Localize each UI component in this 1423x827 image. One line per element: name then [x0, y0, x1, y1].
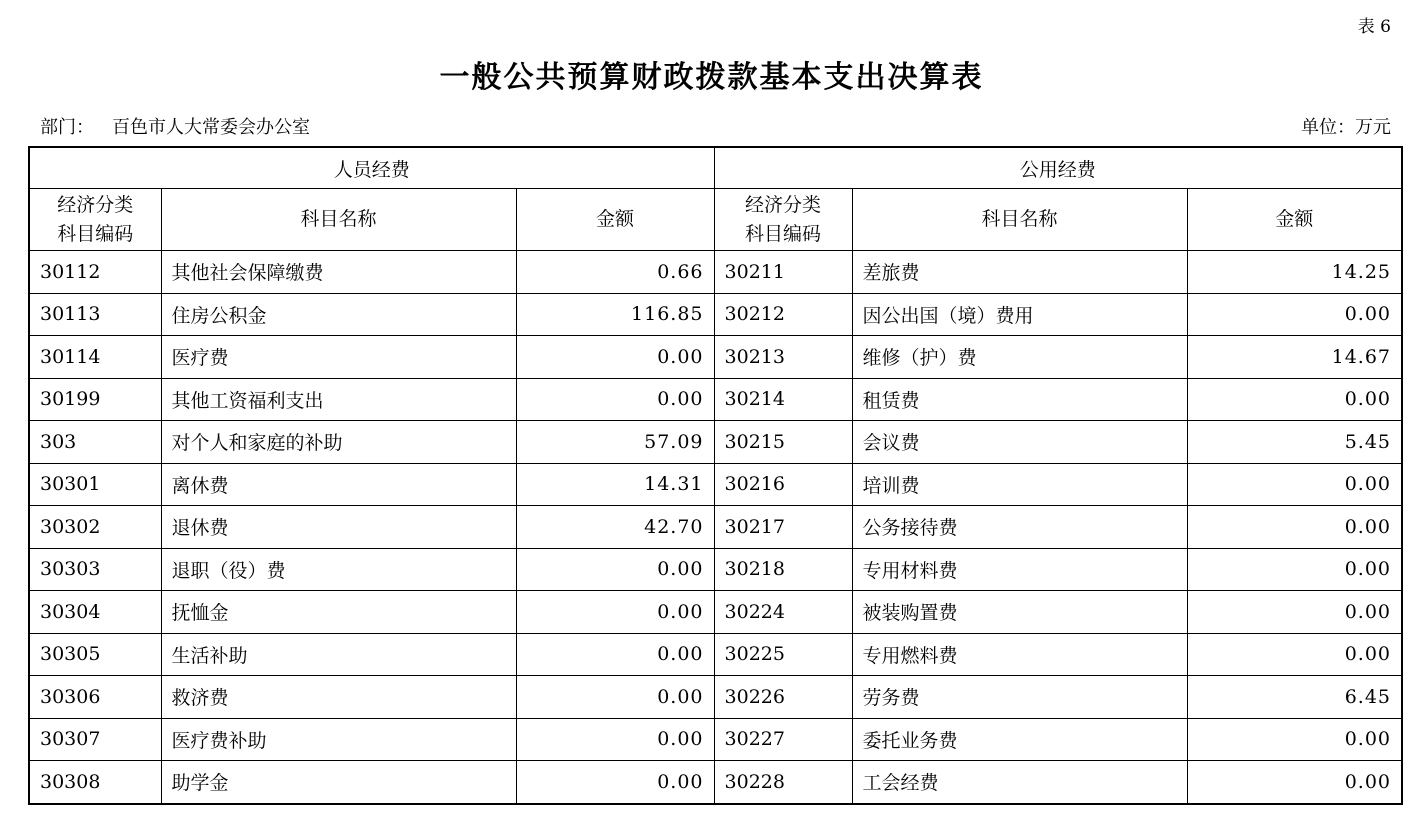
page-title: 一般公共预算财政拨款基本支出决算表 — [439, 60, 984, 95]
public-amount-cell: 14.67 — [1187, 336, 1402, 379]
personnel-amount-cell: 57.09 — [516, 421, 714, 464]
public-amount-cell: 0.00 — [1187, 718, 1402, 761]
personnel-code-cell: 303 — [29, 421, 161, 464]
personnel-amount-cell: 0.00 — [516, 633, 714, 676]
personnel-name-cell: 救济费 — [161, 676, 516, 719]
personnel-amount-cell: 42.70 — [516, 506, 714, 549]
personnel-amount-cell: 0.00 — [516, 336, 714, 379]
department-label: 部门： — [40, 117, 94, 138]
public-amount-cell: 0.00 — [1187, 378, 1402, 421]
personnel-code-cell: 30199 — [29, 378, 161, 421]
personnel-amount-cell: 0.00 — [516, 548, 714, 591]
public-code-cell: 30215 — [714, 421, 852, 464]
table-row — [29, 336, 1402, 379]
department-line — [40, 113, 310, 139]
table-row — [29, 591, 1402, 634]
code-header-line2: 科目编码 — [745, 222, 822, 245]
public-code-cell: 30226 — [714, 676, 852, 719]
table-row — [29, 506, 1402, 549]
column-header-name: 科目名称 — [852, 189, 1187, 251]
personnel-name-cell: 退休费 — [161, 506, 516, 549]
table-row — [29, 633, 1402, 676]
public-code-cell: 30213 — [714, 336, 852, 379]
group-header-row — [29, 147, 1402, 189]
personnel-name-cell: 离休费 — [161, 463, 516, 506]
public-amount-cell: 0.00 — [1187, 463, 1402, 506]
public-name-cell: 被装购置费 — [852, 591, 1187, 634]
personnel-amount-cell: 0.00 — [516, 718, 714, 761]
column-header-row — [29, 189, 1402, 251]
personnel-code-cell: 30112 — [29, 251, 161, 294]
table-row — [29, 718, 1402, 761]
personnel-name-cell: 抚恤金 — [161, 591, 516, 634]
public-amount-cell: 0.00 — [1187, 591, 1402, 634]
personnel-code-cell: 30301 — [29, 463, 161, 506]
code-header-line2: 科目编码 — [57, 222, 134, 245]
personnel-amount-cell: 0.66 — [516, 251, 714, 294]
public-code-cell: 30212 — [714, 293, 852, 336]
public-code-cell: 30218 — [714, 548, 852, 591]
budget-table — [28, 146, 1403, 805]
table-row — [29, 548, 1402, 591]
public-name-cell: 培训费 — [852, 463, 1187, 506]
personnel-name-cell: 生活补助 — [161, 633, 516, 676]
column-header-name: 科目名称 — [161, 189, 516, 251]
personnel-amount-cell: 0.00 — [516, 676, 714, 719]
personnel-code-cell: 30114 — [29, 336, 161, 379]
code-header-line1: 经济分类 — [57, 193, 134, 216]
personnel-name-cell: 医疗费补助 — [161, 718, 516, 761]
public-amount-cell: 0.00 — [1187, 633, 1402, 676]
public-amount-cell: 0.00 — [1187, 506, 1402, 549]
column-header-code — [29, 189, 161, 251]
personnel-code-cell: 30304 — [29, 591, 161, 634]
column-header-code — [714, 189, 852, 251]
unit-label: 单位：万元 — [1301, 117, 1391, 138]
public-name-cell: 公务接待费 — [852, 506, 1187, 549]
public-code-cell: 30225 — [714, 633, 852, 676]
personnel-name-cell: 退职（役）费 — [161, 548, 516, 591]
public-amount-cell: 0.00 — [1187, 293, 1402, 336]
personnel-code-cell: 30113 — [29, 293, 161, 336]
personnel-amount-cell: 14.31 — [516, 463, 714, 506]
public-name-cell: 因公出国（境）费用 — [852, 293, 1187, 336]
table-row — [29, 676, 1402, 719]
public-code-cell: 30227 — [714, 718, 852, 761]
personnel-name-cell: 其他工资福利支出 — [161, 378, 516, 421]
public-amount-cell: 14.25 — [1187, 251, 1402, 294]
public-name-cell: 维修（护）费 — [852, 336, 1187, 379]
public-code-cell: 30211 — [714, 251, 852, 294]
personnel-amount-cell: 0.00 — [516, 378, 714, 421]
personnel-amount-cell: 0.00 — [516, 591, 714, 634]
public-amount-cell: 6.45 — [1187, 676, 1402, 719]
personnel-code-cell: 30303 — [29, 548, 161, 591]
public-code-cell: 30224 — [714, 591, 852, 634]
public-code-cell: 30228 — [714, 761, 852, 804]
public-name-cell: 会议费 — [852, 421, 1187, 464]
personnel-code-cell: 30307 — [29, 718, 161, 761]
public-code-cell: 30217 — [714, 506, 852, 549]
personnel-name-cell: 其他社会保障缴费 — [161, 251, 516, 294]
table-row — [29, 293, 1402, 336]
public-name-cell: 租赁费 — [852, 378, 1187, 421]
column-header-amount: 金额 — [516, 189, 714, 251]
personnel-code-cell: 30302 — [29, 506, 161, 549]
public-name-cell: 差旅费 — [852, 251, 1187, 294]
public-amount-cell: 0.00 — [1187, 761, 1402, 804]
table-number: 表 6 — [1357, 17, 1391, 37]
public-code-cell: 30214 — [714, 378, 852, 421]
public-name-cell: 劳务费 — [852, 676, 1187, 719]
personnel-name-cell: 对个人和家庭的补助 — [161, 421, 516, 464]
code-header-line1: 经济分类 — [745, 193, 822, 216]
table-row — [29, 251, 1402, 294]
personnel-code-cell: 30306 — [29, 676, 161, 719]
personnel-amount-cell: 116.85 — [516, 293, 714, 336]
public-code-cell: 30216 — [714, 463, 852, 506]
public-amount-cell: 0.00 — [1187, 548, 1402, 591]
personnel-name-cell: 医疗费 — [161, 336, 516, 379]
public-name-cell: 委托业务费 — [852, 718, 1187, 761]
department-name: 百色市人大常委会办公室 — [112, 117, 310, 138]
personnel-code-cell: 30308 — [29, 761, 161, 804]
public-name-cell: 专用材料费 — [852, 548, 1187, 591]
table-row — [29, 421, 1402, 464]
personnel-name-cell: 住房公积金 — [161, 293, 516, 336]
group-header-public: 公用经费 — [714, 147, 1402, 189]
table-row — [29, 378, 1402, 421]
public-amount-cell: 5.45 — [1187, 421, 1402, 464]
column-header-amount: 金额 — [1187, 189, 1402, 251]
table-row — [29, 761, 1402, 804]
personnel-name-cell: 助学金 — [161, 761, 516, 804]
personnel-code-cell: 30305 — [29, 633, 161, 676]
table-row — [29, 463, 1402, 506]
personnel-amount-cell: 0.00 — [516, 761, 714, 804]
public-name-cell: 工会经费 — [852, 761, 1187, 804]
group-header-personnel: 人员经费 — [29, 147, 714, 189]
public-name-cell: 专用燃料费 — [852, 633, 1187, 676]
